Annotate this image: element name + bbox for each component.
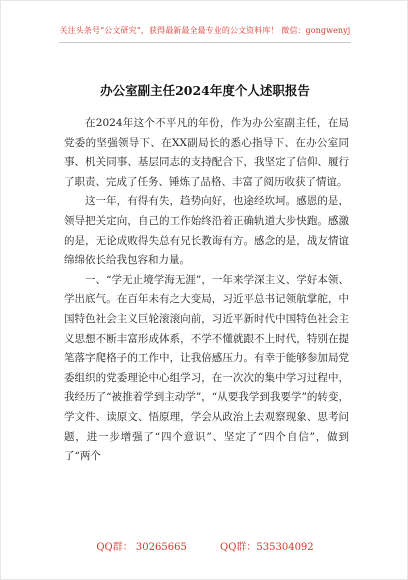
paragraph-reflection: 这一年，有得有失，趋势向好，也途经坎坷。感恩的是，领导把关定向，自己的工作始终沿着正确轨道大步快跑。感激的是，无论成败得失总有兄长教诲有方。感念的是，战友情谊绵绵依长给我包容和力量。 [64, 195, 349, 267]
footer-qq-group-1: QQ群： 30265665 [96, 542, 187, 553]
document-body [64, 114, 349, 467]
header-divider [59, 42, 351, 43]
document-title: 办公室副主任2024年度个人述职报告 [100, 83, 310, 98]
paragraph-intro: 在2024年这个不平凡的年份，作为办公室副主任，在局党委的坚强领导下、在XX副局长的悉心指导下、在办公室同事、机关同事、基层同志的支持配合下，我坚定了信仰、履行了职责、完成了任务、锤炼了品格、丰富了阅历收获了情谊。 [64, 117, 349, 188]
footer-contact [1, 538, 408, 553]
footer-qq-group-2: QQ群：535304092 [220, 542, 314, 553]
paragraph-section-one: 一、“学无止境学海无涯”，一年来学深主义、学好本领、学出底气。在百年未有之大变局，习近平总书记领航掌舵，中国特色社会主义巨轮滚滚向前，习近平新时代中国特色社会主义思想不断丰富形成体系，不学不懂就跟不上时代，特别在提笔落字爬格子的工作中，让我倍感压力。有幸于能够参加局党委组织的党委理论中心组学习，在一次次的集中学习过程中，我经历了“被推着学到主动学”，“从要我学到我要学”的转变，学文件、读原文、悟原理，学会从政治上去观察现象、思考问题，进一步增强了“四个意识”、坚定了“四个自信”，做到了“两个 [64, 273, 349, 463]
header-promo-note: 关注头条号“公文研究”，获得最新最全最专业的公文资料库！ 微信：gongwenyj [59, 26, 351, 35]
